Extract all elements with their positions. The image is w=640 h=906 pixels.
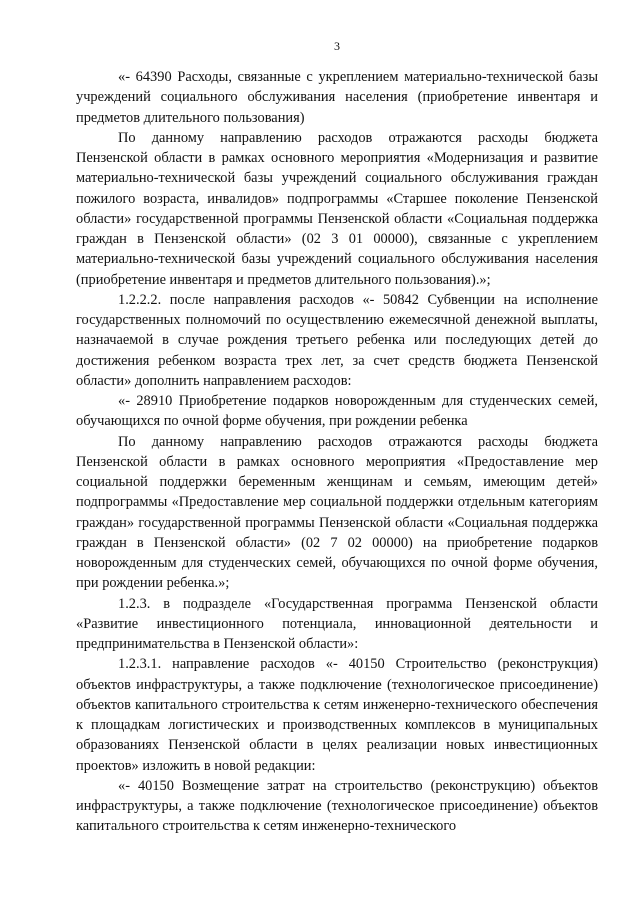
paragraph-1-2-2-2: 1.2.2.2. после направления расходов «- 50842 Субвенции на исполнение государственных полномочий по осуществлению ежемесячной денежной выплаты, назначаемой в случае рождения третьего ребенка или последующих детей до достижения ребенком возраста трех лет, за счет средств бюджета Пензенской области» дополнить направлением расходов: (76, 291, 598, 389)
paragraph-28910-description: По данному направлению расходов отражаются расходы бюджета Пензенской области в рамках основного мероприятия «Предоставление мер социальной поддержки беременным женщинам и семьям, имеющим детей» подпрограммы «Предоставление мер социальной поддержки отдельным категориям граждан» государственной программы Пензенской области «Социальная поддержка граждан в Пензенской области» (02 7 02 00000) на приобретение подарков новорожденным для студенческих семей, обучающихся по очной форме обучения, при рождении ребенка.»; (76, 433, 598, 592)
page-number: 3 (334, 39, 340, 53)
paragraph-64390-description: По данному направлению расходов отражаются расходы бюджета Пензенской области в рамках основного мероприятия «Модернизация и развитие материально-технической базы учреждений социального обслуживания граждан пожилого возраста, инвалидов» подпрограммы «Старшее поколение Пензенской области» государственной программы Пензенской области «Социальная поддержка граждан в Пензенской области» (02 3 01 00000), связанные с укреплением материально-технической базы учреждений социального обслуживания населения (приобретение инвентаря и предметов длительного пользования).»; (76, 129, 598, 288)
paragraph-1-2-3: 1.2.3. в подразделе «Государственная программа Пензенской области «Развитие инвестиционного потенциала, инновационной деятельности и предпринимательства в Пензенской области»: (76, 595, 598, 652)
paragraph-40150-heading: «- 40150 Возмещение затрат на строительство (реконструкцию) объектов инфраструктуры, а также подключение (технологическое присоединение) объектов капитального строительства к сетям инженерно-технического (76, 777, 598, 835)
paragraph-64390-heading: «- 64390 Расходы, связанные с укреплением материально-технической базы учреждений социального обслуживания населения (приобретение инвентаря и предметов длительного пользования) (76, 69, 598, 126)
paragraph-1-2-3-1: 1.2.3.1. направление расходов «- 40150 Строительство (реконструкция) объектов инфраструктуры, а также подключение (технологическое присоединение) объектов капитального строительства к сетям инженерно-технического обеспечения к площадкам логистических и производственных комплексов в муниципальных образованиях Пензенской области в целях реализации новых инвестиционных проектов» изложить в новой редакции: (76, 656, 598, 774)
paragraph-28910-heading: «- 28910 Приобретение подарков новорожденным для студенческих семей, обучающихся по очной форме обучения, при рождении ребенка (76, 393, 598, 430)
document-page (76, 0, 598, 837)
